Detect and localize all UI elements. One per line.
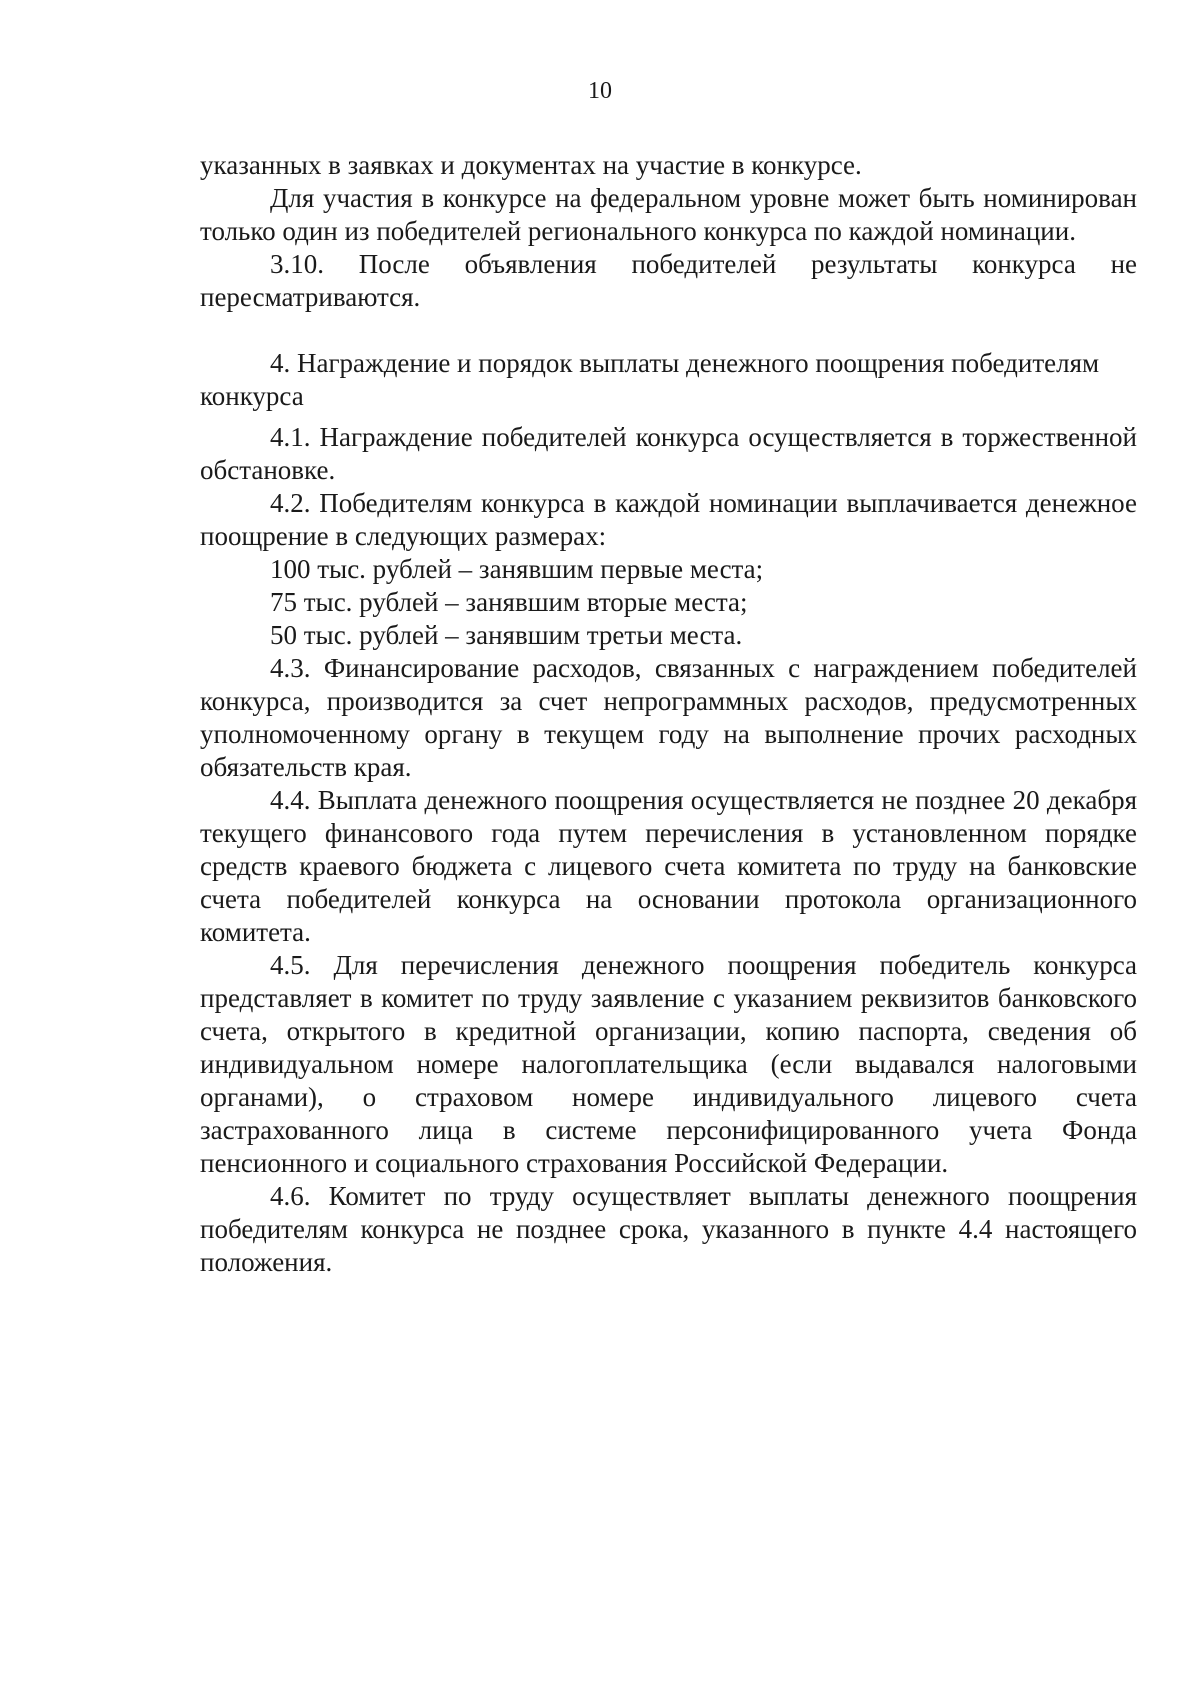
paragraph-4-2: 4.2. Победителям конкурса в каждой номинации выплачивается денежное поощрение в следующих размерах: [200, 488, 1137, 551]
prize-third-place: 50 тыс. рублей – занявшим третьи места. [270, 620, 743, 650]
document-body [200, 149, 1137, 1279]
paragraph-federal-level: Для участия в конкурсе на федеральном уровне может быть номинирован только один из победителей регионального конкурса по каждой номинации. [200, 183, 1137, 246]
prize-first-place: 100 тыс. рублей – занявшим первые места; [270, 554, 764, 584]
paragraph-4-1: 4.1. Награждение победителей конкурса осуществляется в торжественной обстановке. [200, 422, 1137, 485]
paragraph-continuation: указанных в заявках и документах на участие в конкурсе. [200, 150, 862, 180]
paragraph-4-3: 4.3. Финансирование расходов, связанных с награждением победителей конкурса, производится за счет непрограммных расходов, предусмотренных уполномоченному органу в текущем году на выполнение прочих расходных обязательств края. [200, 653, 1137, 782]
paragraph-4-6: 4.6. Комитет по труду осуществляет выплаты денежного поощрения победителям конкурса не позднее срока, указанного в пункте 4.4 настоящего положения. [200, 1181, 1137, 1277]
paragraph-3-10: 3.10. После объявления победителей результаты конкурса не пересматриваются. [200, 249, 1137, 312]
page-number: 10 [588, 78, 612, 104]
section-heading-4: 4. Награждение и порядок выплаты денежного поощрения победителям конкурса [200, 348, 1100, 411]
prize-second-place: 75 тыс. рублей – занявшим вторые места; [270, 587, 748, 617]
paragraph-4-4: 4.4. Выплата денежного поощрения осуществляется не позднее 20 декабря текущего финансового года путем перечисления в установленном порядке средств краевого бюджета с лицевого счета комитета по труду на банковские счета победителей конкурса на основании протокола организационного комитета. [200, 785, 1137, 947]
paragraph-4-5: 4.5. Для перечисления денежного поощрения победитель конкурса представляет в комитет по труду заявление с указанием реквизитов банковского счета, открытого в кредитной организации, копию паспорта, сведения об индивидуальном номере налогоплательщика (если выдавался налоговыми органами), о страховом номере индивидуального лицевого счета застрахованного лица в системе персонифицированного учета Фонда пенсионного и социального страхования Российской Федерации. [200, 950, 1137, 1178]
